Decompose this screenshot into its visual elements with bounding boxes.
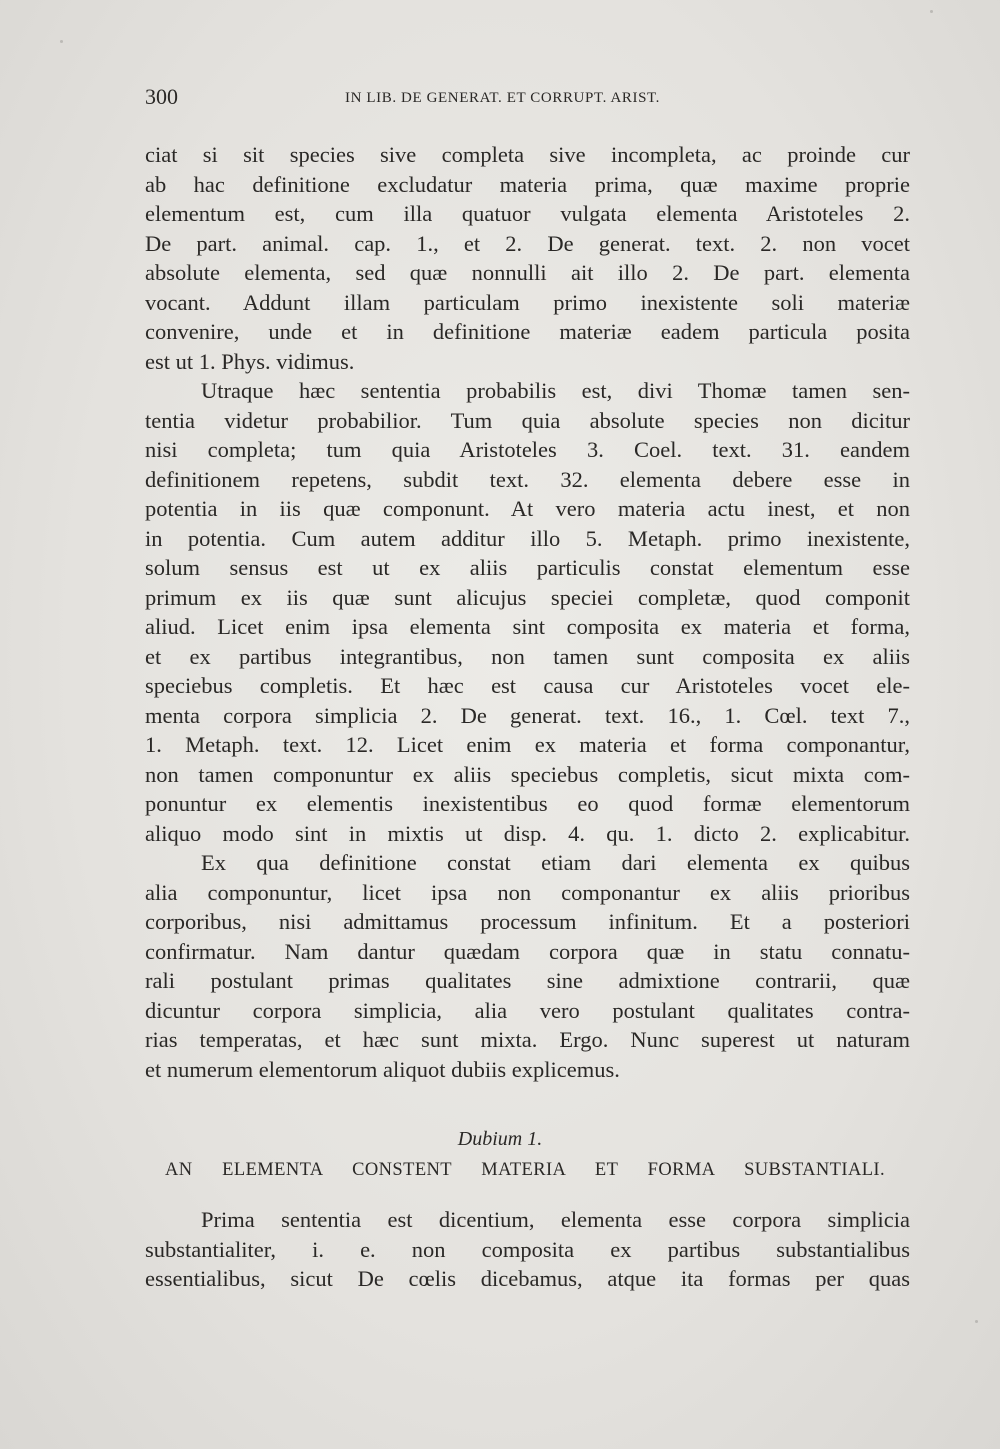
text-line: primum ex iis quæ sunt alicujus speciei completæ, quod componit <box>145 584 910 610</box>
text-line: Utraque hæc sententia probabilis est, divi Thomæ tamen sen- <box>201 378 910 403</box>
text-line: convenire, unde et in definitione materiæ eadem particula posita <box>145 319 910 344</box>
text-line: rali postulant primas qualitates sine admixtione contrarii, quæ <box>145 968 910 993</box>
section-label: Dubium 1. <box>457 1128 543 1150</box>
text-line: potentia in iis quæ componunt. At vero materia actu inest, et non <box>145 496 910 521</box>
section-title: AN ELEMENTA CONSTENT MATERIA ET FORMA SUBSTANTIALI. <box>165 1160 885 1180</box>
text-line: dicuntur corpora simplicia, alia vero postulant qualitates contra- <box>145 997 910 1023</box>
text-line: solum sensus est ut ex aliis particulis constat elementum esse <box>145 555 910 580</box>
paper-speck <box>975 1320 978 1323</box>
text-line: ab hac definitione excludatur materia prima, quæ maxime proprie <box>145 171 910 197</box>
page-header <box>145 84 910 114</box>
text-line: alia componuntur, licet ipsa non componantur ex aliis prioribus <box>145 879 910 905</box>
text-line: aliquo modo sint in mixtis ut disp. 4. qu. 1. dicto 2. explicabitur. <box>145 820 910 846</box>
text-line: vocant. Addunt illam particulam primo inexistente soli materiæ <box>145 289 910 315</box>
page-number: 300 <box>145 84 178 109</box>
text-line: aliud. Licet enim ipsa elementa sint composita ex materia et forma, <box>145 614 910 639</box>
main-text-continued <box>145 1205 910 1294</box>
running-head: IN LIB. DE GENERAT. ET CORRUPT. ARIST. <box>345 90 661 106</box>
text-line: essentialibus, sicut De cœlis dicebamus, atque ita formas per quas <box>145 1266 910 1291</box>
text-line: ponuntur ex elementis inexistentibus eo quod formæ elementorum <box>145 791 910 816</box>
main-text <box>145 140 910 1084</box>
text-line: speciebus completis. Et hæc est causa cur Aristoteles vocet ele- <box>145 673 910 698</box>
paper-speck <box>60 40 63 43</box>
text-line: est ut 1. Phys. vidimus. <box>145 348 355 374</box>
text-line: in potentia. Cum autem additur illo 5. Metaph. primo inexistente, <box>145 525 910 551</box>
text-line: Prima sententia est dicentium, elementa esse corpora simplicia <box>201 1207 910 1232</box>
text-line: et ex partibus integrantibus, non tamen sunt composita ex aliis <box>145 643 910 669</box>
text-line: nisi completa; tum quia Aristoteles 3. Coel. text. 31. eandem <box>145 437 910 462</box>
text-line: De part. animal. cap. 1., et 2. De generat. text. 2. non vocet <box>145 230 910 256</box>
text-line: definitionem repetens, subdit text. 32. elementa debere esse in <box>145 466 910 492</box>
text-line: corporibus, nisi admittamus processum infinitum. Et a posteriori <box>145 909 910 934</box>
text-line: tentia videtur probabilior. Tum quia absolute species non dicitur <box>145 407 910 433</box>
paper-speck <box>930 10 933 13</box>
text-line: confirmatur. Nam dantur quædam corpora quæ in statu connatu- <box>145 938 910 964</box>
text-line: menta corpora simplicia 2. De generat. text. 16., 1. Cœl. text 7., <box>145 702 910 728</box>
text-line: absolute elementa, sed quæ nonnulli ait illo 2. De part. elementa <box>145 260 910 285</box>
text-line: 1. Metaph. text. 12. Licet enim ex materia et forma componantur, <box>145 732 910 757</box>
text-line: substantialiter, i. e. non composita ex partibus substantialibus <box>145 1236 910 1262</box>
text-line: et numerum elementorum aliquot dubiis explicemus. <box>145 1056 620 1082</box>
text-line: elementum est, cum illa quatuor vulgata elementa Aristoteles 2. <box>145 201 910 226</box>
text-line: rias temperatas, et hæc sunt mixta. Ergo. Nunc superest ut naturam <box>145 1027 910 1052</box>
text-line: Ex qua definitione constat etiam dari elementa ex quibus <box>201 850 910 875</box>
text-line: ciat si sit species sive completa sive incompleta, ac proinde cur <box>145 142 910 167</box>
text-line: non tamen componuntur ex aliis speciebus completis, sicut mixta com- <box>145 761 910 787</box>
